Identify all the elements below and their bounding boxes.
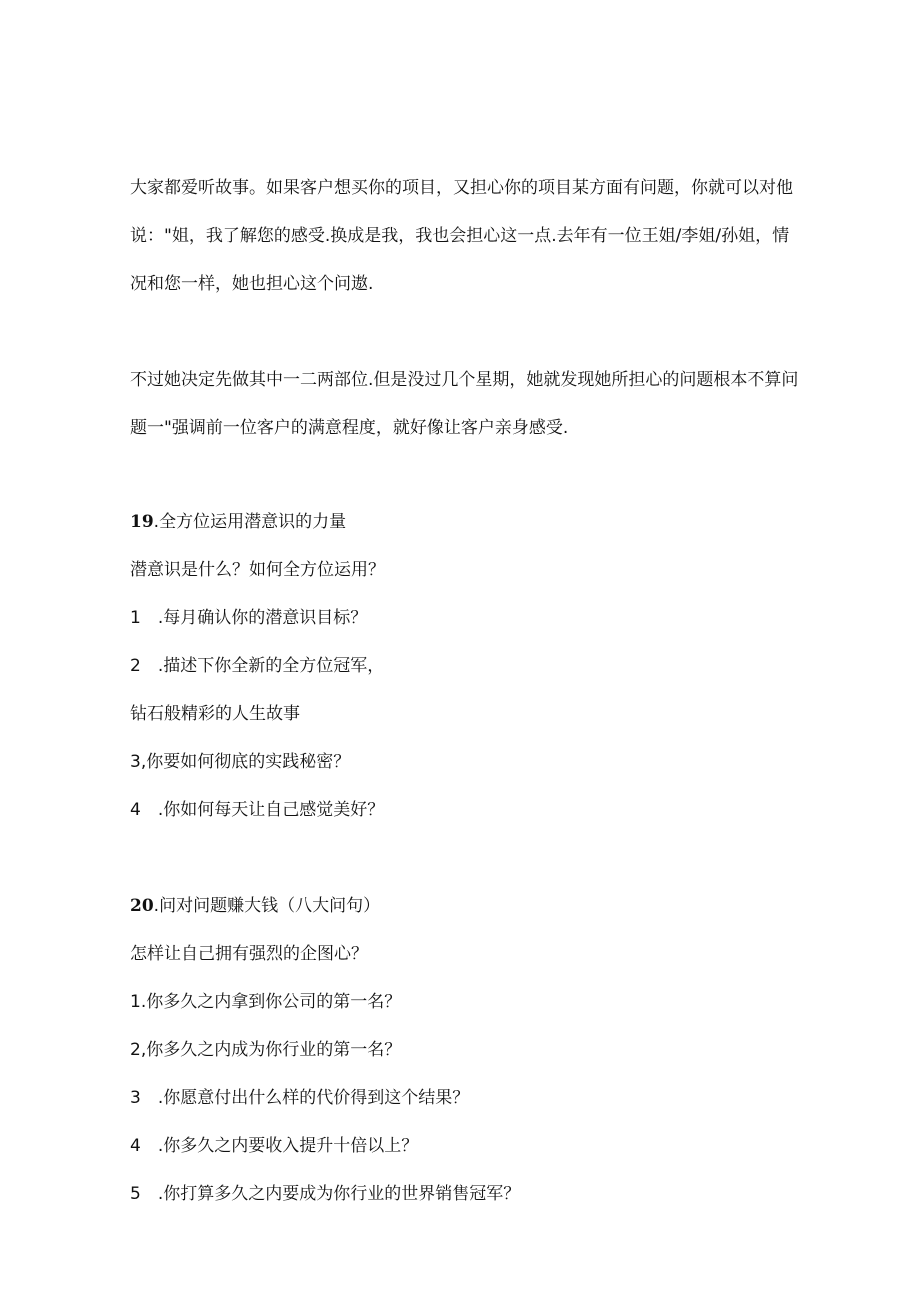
section-20-item: 3 .你愿意付出什么样的代价得到这个结果？: [130, 1088, 470, 1108]
section-19-item: 4 .你如何每天让自己感觉美好？: [130, 800, 385, 820]
paragraph-2-line-2: 题一"强调前一位客户的满意程度，就好像让客户亲身感受.: [130, 418, 569, 438]
section-19-item: 1 .每月确认你的潜意识目标？: [130, 608, 368, 628]
section-19-heading: [130, 510, 346, 534]
paragraph-1-line-3: 况和您一样，她也担心这个问遨.: [130, 274, 374, 294]
section-20-item: 1.你多久之内拿到你公司的第一名？: [130, 992, 402, 1012]
section-19-item: 3,你要如何彻底的实践秘密？: [130, 752, 351, 772]
paragraph-1-line-2: 说："姐，我了解您的感受.换成是我，我也会担心这一点.去年有一位王姐/李姐/孙姐，情: [130, 226, 790, 246]
section-19-number: 19: [130, 512, 154, 532]
section-20-item: 4 .你多久之内要收入提升十倍以上？: [130, 1136, 419, 1156]
section-20-item: 2,你多久之内成为你行业的第一名？: [130, 1040, 402, 1060]
section-20-title: .问对问题赚大钱（八大问句）: [153, 896, 381, 916]
section-20-heading: [130, 894, 380, 918]
section-19-question: 潜意识是什么？如何全方位运用？: [130, 560, 385, 580]
section-20-item: 5 .你打算多久之内要成为你行业的世界销售冠军？: [130, 1184, 521, 1204]
section-19-title: .全方位运用潜意识的力量: [153, 512, 347, 532]
section-19-item: 2 .描述下你全新的全方位冠军，: [130, 656, 385, 676]
section-20-number: 20: [130, 896, 154, 916]
section-20-question: 怎样让自己拥有强烈的企图心？: [130, 944, 368, 964]
paragraph-2-line-1: 不过她决定先做其中一二两部位.但是没过几个星期，她就发现她所担心的问题根本不算问: [130, 370, 799, 390]
section-19-item: 钻石般精彩的人生故事: [130, 704, 300, 724]
paragraph-1-line-1: 大家都爱听故事。如果客户想买你的项目，又担心你的项目某方面有问题，你就可以对他: [130, 178, 793, 198]
